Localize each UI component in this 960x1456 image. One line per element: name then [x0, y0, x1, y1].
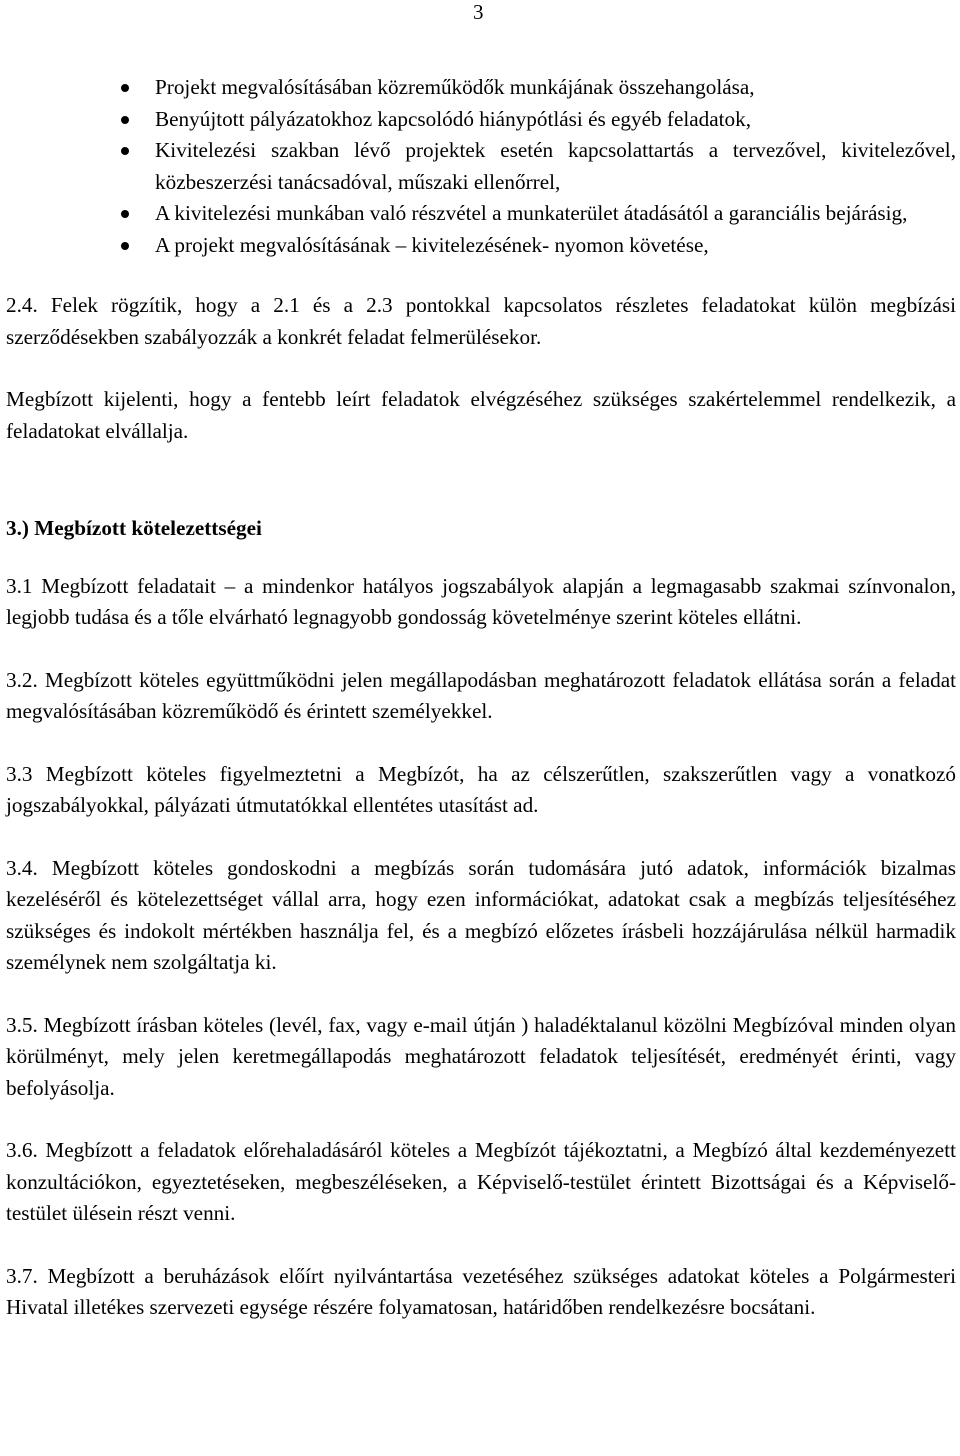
- page-number: 3: [473, 0, 484, 24]
- paragraph-3-7: 3.7. Megbízott a beruházások előírt nyilvántartása vezetéséhez szükséges adatokat köteles a Polgármesteri Hivatal illetékes szervezeti egysége részére folyamatosan, határidőben rendelkezésre bocsátani.: [6, 1263, 956, 1319]
- paragraph-3-6: 3.6. Megbízott a feladatok előrehaladásáról köteles a Megbízót tájékoztatni, a Megbízó által kezdeményezett konzultációkon, egyeztetéseken, megbeszéléseken, a Képviselő-testület érintett Bizottságai és a Képviselő-testület ülésein részt venni.: [6, 1138, 956, 1225]
- section-heading-3: 3.) Megbízott kötelezettségei: [6, 516, 262, 540]
- bullet-icon: [121, 147, 129, 155]
- bullet-icon: [121, 116, 129, 124]
- bullet-item: Benyújtott pályázatokhoz kapcsolódó hiánypótlási és egyéb feladatok,: [155, 104, 956, 136]
- paragraph-3-4: 3.4. Megbízott köteles gondoskodni a megbízás során tudomására jutó adatok, információk bizalmas kezeléséről és kötelezettséget vállal arra, hogy ezen információkat, adatokat csak a megbízás teljesítéséhez szükséges és indokolt mértékben használja fel, és a megbízó előzetes írásbeli hozzájárulása nélkül harmadik személynek nem szolgáltatja ki.: [6, 855, 956, 974]
- task-bullet-list: [6, 72, 956, 261]
- paragraph-megbizott-statement: Megbízott kijelenti, hogy a fentebb leírt feladatok elvégzéséhez szükséges szakértelemmel rendelkezik, a feladatokat elvállalja.: [6, 387, 956, 443]
- paragraph-2-4: 2.4. Felek rögzítik, hogy a 2.1 és a 2.3 pontokkal kapcsolatos részletes feladatokat külön megbízási szerződésekben szabályozzák a konkrét feladat felmerülésekor.: [6, 293, 956, 349]
- paragraph-3-1: 3.1 Megbízott feladatait – a mindenkor hatályos jogszabályok alapján a legmagasabb szakmai színvonalon, legjobb tudása és a tőle elvárható legnagyobb gondosság követelménye szerint köteles ellátni.: [6, 573, 956, 629]
- bullet-item: Kivitelezési szakban lévő projektek esetén kapcsolattartás a tervezővel, kivitelezővel, közbeszerzési tanácsadóval, műszaki ellenőrrel,: [155, 135, 956, 198]
- paragraph-3-5: 3.5. Megbízott írásban köteles (levél, fax, vagy e-mail útján ) haladéktalanul közölni Megbízóval minden olyan körülményt, mely jelen keretmegállapodás meghatározott feladatok teljesítését, eredményét érinti, vagy befolyásolja.: [6, 1012, 956, 1100]
- bullet-item: A kivitelezési munkában való részvétel a munkaterület átadásától a garanciális bejárásig,: [155, 198, 956, 230]
- document-body: [6, 72, 956, 1324]
- bullet-item: Projekt megvalósításában közreműködők munkájának összehangolása,: [155, 72, 956, 104]
- bullet-icon: [121, 242, 129, 250]
- bullet-item: A projekt megvalósításának – kivitelezésének- nyomon követése,: [155, 230, 956, 262]
- paragraph-3-2: 3.2. Megbízott köteles együttműködni jelen megállapodásban meghatározott feladatok ellátása során a feladat megvalósításában közreműködő és érintett személyekkel.: [6, 667, 956, 723]
- bullet-icon: [121, 84, 129, 92]
- paragraph-3-3: 3.3 Megbízott köteles figyelmeztetni a Megbízót, ha az célszerűtlen, szakszerűtlen vagy a vonatkozó jogszabályokkal, pályázati útmutatókkal ellentétes utasítást ad.: [6, 761, 956, 817]
- bullet-icon: [121, 210, 129, 218]
